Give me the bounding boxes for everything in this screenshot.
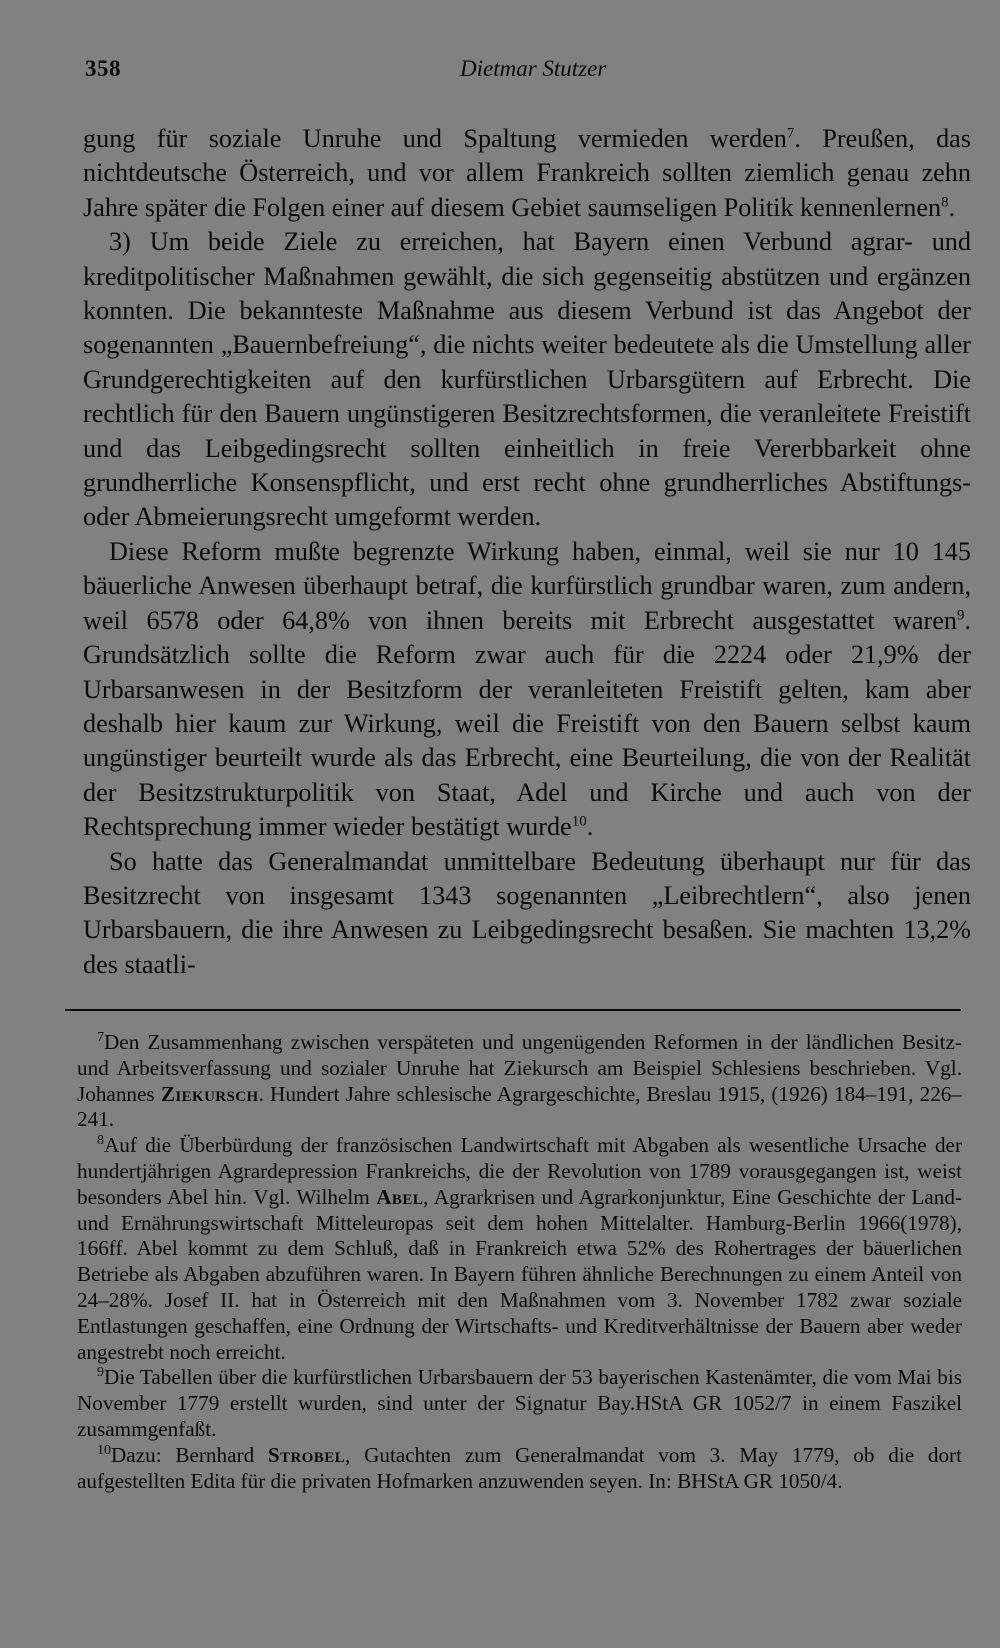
footnote-7-text-b: . Hundert Jahre schlesische Agrargeschichte, Breslau 1915, (1926) 184–191, 226–241. (77, 1081, 962, 1132)
footnote-8-mark: 8 (97, 1133, 104, 1149)
paragraph-1-text: gung für soziale Unruhe und Spaltung vermieden werden (83, 124, 787, 153)
paragraph-1-text-b: . Preußen, das nichtdeutsche Österreich, und vor allem Frankreich sollten ziemlich genau zehn Jahre später die Folgen einer auf diesem Gebiet saumseligen Politik kennenlernen (83, 124, 971, 222)
footnote-separator (65, 1009, 961, 1011)
main-text (83, 122, 971, 982)
running-title: Dietmar Stutzer (460, 56, 607, 81)
footnote-7-text: Den Zusammenhang zwischen verspäteten und ungenügenden Reformen in der ländlichen Besitz- und Arbeitsverfassung und sozialer Unruhe hat Ziekursch am Beispiel Schlesiens beschrieben. Vgl. Johannes (77, 1030, 962, 1106)
paragraph-1 (83, 122, 971, 225)
footnote-7-mark: 7 (97, 1029, 104, 1045)
paragraph-3-text-b: . Grundsätzlich sollte die Reform zwar auch für die 2224 oder 21,9% der Urbarsanwesen in der Besitzform der veranleiteten Freistift gelten, kam aber deshalb hier kaum zur Wirkung, weil die Freistift von den Bauern selbst kaum ungünstiger beurteilt wurde als das Erbrecht, eine Beurteilung, die von der Realität der Besitzstrukturpolitik von Staat, Adel und Kirche und auch von der Rechtsprechung immer wieder bestätigt wurde (83, 605, 971, 842)
footnote-8 (77, 1133, 962, 1365)
footnote-9-mark: 9 (97, 1365, 104, 1381)
page-number: 358 (85, 56, 121, 81)
paragraph-4: So hatte das Generalmandat unmittelbare Bedeutung überhaupt nur für das Besitzrecht von insgesamt 1343 sogenannten „Leibrechtlern“, also jenen Urbarsbauern, die ihre Anwesen zu Leibgedingsrecht besaßen. Sie machten 13,2% des staatli- (83, 846, 971, 979)
paragraph-3-text: Diese Reform mußte begrenzte Wirkung haben, einmal, weil sie nur 10 145 bäuerliche Anwesen überhaupt betraf, die kurfürstlich grundbar waren, zum andern, weil 6578 oder 64,8% von ihnen bereits mit Erbrecht ausgestattet waren (83, 536, 971, 635)
footnote-8-text: Auf die Überbürdung der französischen Landwirtschaft mit Abgaben als wesentliche Ursache der hundertjährigen Agrardepression Frankreichs, die der Revolution von 1789 vorausgegangen ist, weist besonders Abel hin. Vgl. Wilhelm (77, 1133, 962, 1209)
paragraph-1-end: . (948, 192, 956, 222)
footnote-9 (77, 1365, 962, 1442)
paragraph-3 (83, 535, 971, 845)
footnote-10-author: Strobel (267, 1442, 346, 1467)
footnotes (77, 1030, 962, 1494)
footnote-ref-7[interactable]: 7 (786, 125, 795, 142)
footnote-8-author: Abel (376, 1184, 424, 1209)
footnote-10-text-b: , Gutachten zum Generalmandat vom 3. May 1779, ob die dort aufgestellten Edita für die privaten Hofmarken anzuwenden seyen. In: BHStA GR 1050/4. (77, 1442, 963, 1493)
footnote-ref-9[interactable]: 9 (956, 606, 965, 623)
footnote-10-text: Dazu: Bernhard (111, 1442, 268, 1467)
footnote-9-text: Die Tabellen über die kurfürstlichen Urbarsbauern der 53 bayerischen Kastenämter, die vom Mai bis November 1779 erstellt wurden, sind unter der Signatur Bay.HStA GR 1052/7 in einem Faszikel zusammgenfaßt. (77, 1365, 962, 1441)
paragraph-3-end: . (586, 812, 594, 842)
footnote-ref-10[interactable]: 10 (571, 813, 587, 830)
footnote-ref-8[interactable]: 8 (941, 194, 949, 211)
footnote-10-mark: 10 (97, 1442, 111, 1458)
paragraph-2: 3) Um beide Ziele zu erreichen, hat Bayern einen Verbund agrar- und kreditpolitischer Maßnahmen gewählt, die sich gegenseitig abstützen und ergänzen konnten. Die bekannteste Maßnahme aus diesem Verbund ist das Angebot der sogenannten „Bauernbefreiung“, die nichts weiter bedeutete als die Umstellung aller Grundgerechtigkeiten auf den kurfürstlichen Urbarsgütern auf Erbrecht. Die rechtlich für den Bauern ungünstigeren Besitzrechtsformen, die veranleitete Freistift und das Leibgedingsrecht sollten einheitlich in freie Vererbbarkeit ohne grundherrliche Konsenspflicht, und erst recht ohne grundherrliches Abstiftungs- oder Abmeierungsrecht umgeformt werden. (83, 227, 971, 532)
footnote-7-author: Ziekursch (160, 1081, 259, 1106)
footnote-7 (77, 1030, 962, 1133)
footnote-10 (77, 1443, 962, 1495)
footnote-8-text-b: , Agrarkrisen und Agrarkonjunktur, Eine Geschichte der Land- und Ernährungswirtschaft Mitteleuropas seit dem hohen Mittelalter. Hamburg-Berlin 1966(1978), 166ff. Abel kommt zu dem Schluß, daß in Frankreich etwa 52% des Rohertrages der bäuerlichen Betriebe als Abgaben abzuführen waren. In Bayern führen ähnliche Berechnungen zu einem Anteil von 24–28%. Josef II. hat in Österreich mit den Maßnahmen vom 3. November 1782 zwar soziale Entlastungen geschaffen, eine Ordnung der Wirtschafts- und Kreditverhältnisse der Bauern aber weder angestrebt noch erreicht. (77, 1184, 962, 1364)
page-header (85, 56, 973, 90)
